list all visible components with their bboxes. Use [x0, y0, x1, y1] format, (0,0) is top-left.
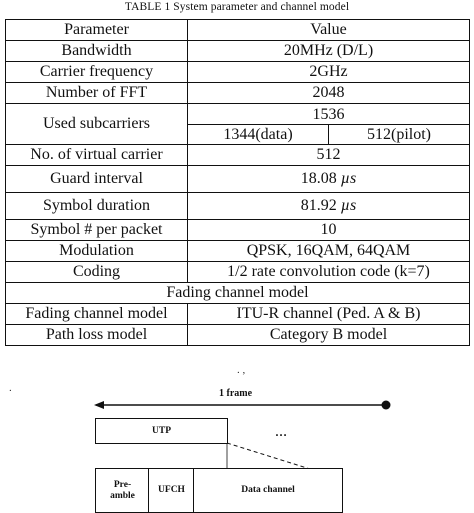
param-name: Number of FFT — [6, 83, 188, 104]
param-name: Carrier frequency — [6, 62, 188, 83]
param-value: QPSK, 16QAM, 64QAM — [188, 241, 470, 262]
param-name: Guard interval — [6, 166, 188, 193]
param-name: Modulation — [6, 241, 188, 262]
param-value-split — [188, 104, 470, 145]
system-parameter-table — [5, 19, 470, 346]
stray-mark: . , — [237, 364, 246, 376]
guard-interval-unit: µs — [340, 170, 357, 187]
utp-label: UTP — [152, 425, 171, 436]
param-value: 1/2 rate convolution code (k=7) — [188, 262, 470, 283]
param-name: Used subcarriers — [6, 104, 188, 145]
table-row — [6, 325, 470, 346]
param-name: Symbol # per packet — [6, 220, 188, 241]
header-parameter: Parameter — [6, 20, 188, 41]
ellipsis: … — [275, 425, 288, 439]
table-row — [6, 166, 470, 193]
data-channel-label: Data channel — [241, 485, 295, 495]
symbol-duration-unit: µs — [340, 197, 357, 214]
stray-mark: . — [9, 382, 12, 394]
param-name: Bandwidth — [6, 41, 188, 62]
param-value: Category B model — [188, 325, 470, 346]
ufch-label: UFCH — [158, 485, 185, 495]
param-name: Symbol duration — [6, 193, 188, 220]
used-subcarriers-breakdown — [188, 124, 469, 144]
preamble-label: Pre- amble — [110, 479, 135, 501]
frame-arrow-left-head — [94, 401, 104, 409]
preamble-box — [95, 468, 150, 513]
data-channel-box — [193, 468, 343, 513]
header-value: Value — [188, 20, 470, 41]
param-value: ITU-R channel (Ped. A & B) — [188, 304, 470, 325]
table-row — [6, 145, 470, 166]
param-name: Coding — [6, 262, 188, 283]
param-name: No. of virtual carrier — [6, 145, 188, 166]
param-value — [188, 166, 470, 193]
param-value: 20MHz (D/L) — [188, 41, 470, 62]
param-value: 10 — [188, 220, 470, 241]
table-caption: TABLE 1 System parameter and channel model — [124, 1, 350, 13]
param-value: 2048 — [188, 83, 470, 104]
table-header-row — [6, 20, 470, 41]
param-name: Fading channel model — [6, 304, 188, 325]
symbol-duration-value: 81.92 — [300, 197, 337, 214]
section-title: Fading channel model — [6, 283, 470, 304]
table-row — [6, 262, 470, 283]
table-row — [6, 304, 470, 325]
frame-label: 1 frame — [219, 388, 253, 399]
utp-box — [95, 418, 228, 444]
param-name: Path loss model — [6, 325, 188, 346]
table-row — [6, 104, 470, 145]
table-row — [6, 83, 470, 104]
pilot-subcarriers: 512(pilot) — [328, 125, 469, 144]
param-value — [188, 193, 470, 220]
used-subcarriers-total: 1536 — [312, 105, 345, 123]
table-row — [6, 41, 470, 62]
table-row — [6, 193, 470, 220]
table-row — [6, 241, 470, 262]
table-row — [6, 220, 470, 241]
data-subcarriers: 1344(data) — [223, 125, 293, 143]
table-section-row — [6, 283, 470, 304]
param-value: 512 — [188, 145, 470, 166]
table-row — [6, 62, 470, 83]
param-value: 2GHz — [188, 62, 470, 83]
guard-interval-value: 18.08 — [300, 170, 337, 187]
ufch-box — [148, 468, 195, 513]
frame-arrow-right-end — [382, 401, 391, 410]
